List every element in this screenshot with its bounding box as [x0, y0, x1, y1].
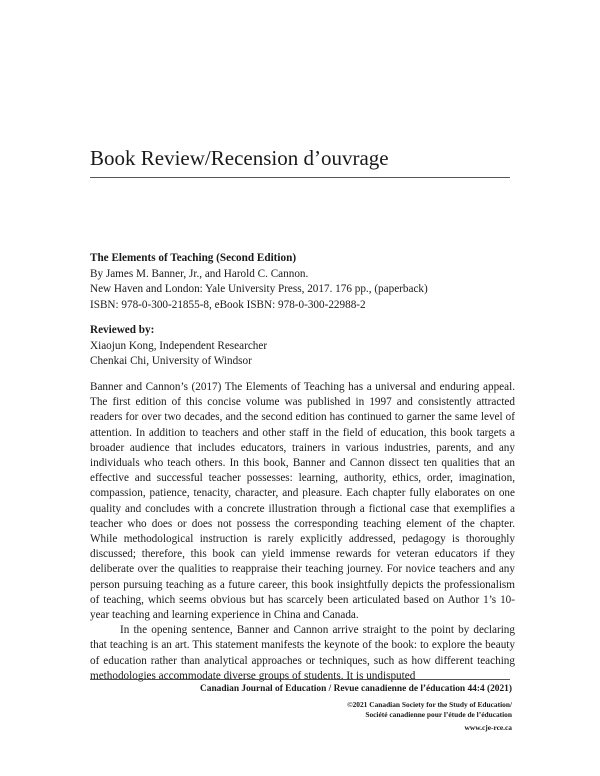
page-title: Book Review/Recension d’ouvrage [90, 146, 389, 170]
reviewer-1: Xiaojun Kong, Independent Researcher [90, 339, 268, 352]
body-paragraph-1: Banner and Cannon’s (2017) The Elements of Teaching has a universal and enduring appeal. The first edition of this concise volume was published in 1997 and consistently attracted readers for over two decades, and the second edition has continued to garner the same level of attention. In addition to teachers and other staff in the field of education, this book targets a broader audience that includes educators, trainers in various industries, parents, and any individuals who teach others. In this book, Banner and Cannon dissect ten qualities that an effective and successful teacher possesses: learning, authority, ethics, order, imagination, compassion, patience, tenacity, character, and pleasure. Each chapter fully elaborates on one quality and concludes with a concrete illustration through a fictional case that exemplifies a teacher who does or does not possess the corresponding teaching element of the chapter. While methodological instruction is rarely explicitly addressed, pedagogy is thoroughly discussed; therefore, this book can yield immense rewards for veteran educators if they deliberate over the qualities to reappraise their teaching journey. For novice teachers and any person pursuing teaching as a future career, this book insightfully depicts the professionalism of teaching, which seems obvious but has scarcely been articulated based on Author 1’s 10-year teaching and learning experience in China and Canada. [90, 381, 515, 622]
reviewers-section [90, 323, 515, 370]
book-publisher: New Haven and London: Yale University Press, 2017. 176 pp., (paperback) [90, 283, 428, 296]
footer-divider [90, 679, 510, 680]
body-paragraph-2: In the opening sentence, Banner and Cannon arrive straight to the point by declaring that teaching is an art. This statement manifests the keynote of the book: to explore the beauty of education rather than analytical approaches or techniques, such as how different teaching methodologies accommodate diverse groups of students. It is undisputed [90, 624, 515, 682]
footer-url[interactable]: www.cje-rce.ca [464, 723, 512, 732]
review-body [90, 380, 515, 684]
book-info [90, 251, 515, 313]
title-divider [90, 177, 510, 178]
book-title: The Elements of Teaching (Second Edition) [90, 252, 297, 264]
reviewers-heading: Reviewed by: [90, 324, 155, 336]
reviewer-2: Chenkai Chi, University of Windsor [90, 355, 252, 368]
footer-copyright [347, 700, 512, 720]
book-authors: By James M. Banner, Jr., and Harold C. Cannon. [90, 267, 309, 280]
book-isbn: ISBN: 978-0-300-21855-8, eBook ISBN: 978-0-300-22988-2 [90, 298, 366, 311]
footer-copyright-line-2: Société canadienne pour l’étude de l’éducation [365, 710, 512, 719]
footer-journal: Canadian Journal of Education / Revue canadienne de l’éducation 44:4 (2021) [199, 684, 512, 694]
footer-copyright-line-1: ©2021 Canadian Society for the Study of Education/ [347, 700, 512, 709]
